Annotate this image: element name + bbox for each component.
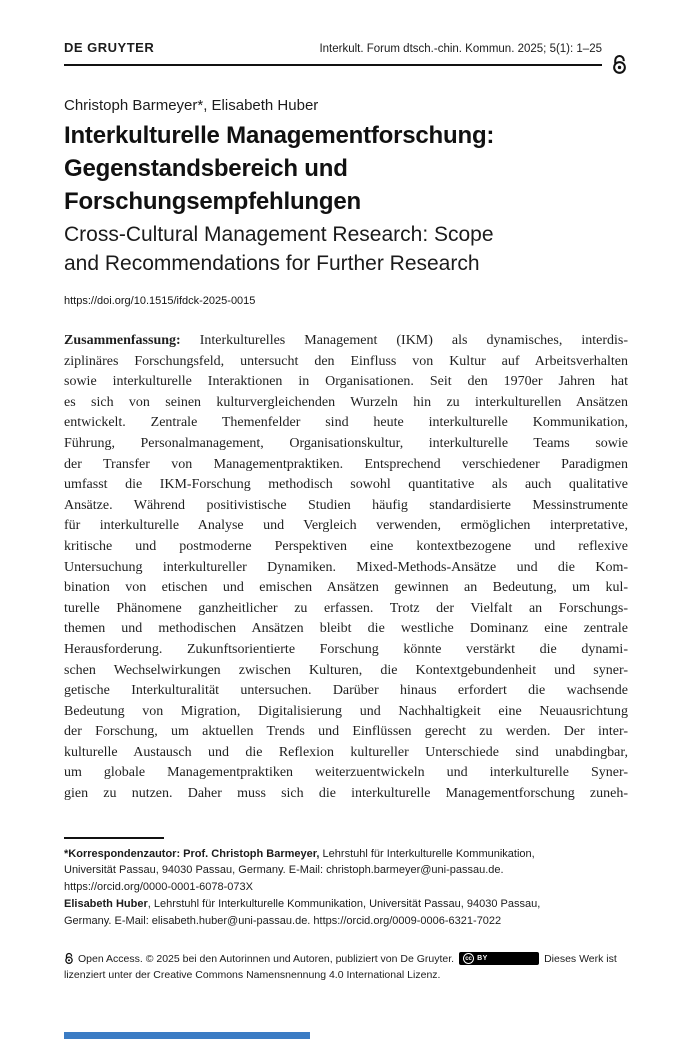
abstract-line: entwickelt. Zentrale Themenfelder sind heute interkulturelle Kommunikation, bbox=[64, 415, 628, 431]
abstract bbox=[64, 331, 628, 805]
abstract-line: ziplinäres Forschungsfeld, untersucht den Einfluss von Kultur auf Arbeitsverhalten bbox=[64, 353, 628, 369]
abstract-line: gien zu nutzen. Daher muss sich die interkulturelle Managementforschung zuneh- bbox=[64, 786, 628, 802]
footnote-line: Universität Passau, 94030 Passau, Germany. E-Mail: christoph.barmeyer@uni-passau.de. bbox=[64, 864, 504, 877]
bottom-blue-bar bbox=[64, 1032, 310, 1039]
footnote-line[interactable]: https://orcid.org/0000-0001-6078-073X bbox=[64, 881, 253, 894]
open-access-icon-small bbox=[64, 952, 74, 965]
title-line: Forschungsempfehlungen bbox=[64, 188, 361, 215]
license-text-pre: Open Access. © 2025 bei den Autorinnen und Autoren, publiziert von De Gruyter. bbox=[78, 952, 455, 965]
abstract-line: kritische und postmoderne Perspektiven eine kontextbezogene und reflexive bbox=[64, 538, 628, 554]
abstract-line: der Transfer von Managementpraktiken. Entsprechend verschiedener Paradigmen bbox=[64, 456, 628, 472]
abstract-line: getische Interkulturalität untersuchen. Darüber hinaus erfordert die wachsende bbox=[64, 683, 628, 699]
journal-citation: Interkult. Forum dtsch.-chin. Kommun. 2025; 5(1): 1–25 bbox=[319, 43, 602, 55]
publisher-logo-text: DE GRUYTER bbox=[64, 40, 155, 55]
abstract-line: sowie interkulturelle Interaktionen in Organisationen. Seit den 1970er Jahren hat bbox=[64, 374, 628, 390]
abstract-line: schen Wechselwirkungen zwischen Kulturen, die Kontextgebundenheit und syner- bbox=[64, 662, 628, 678]
abstract-line: um globale Managementpraktiken weiterzuentwickeln und interkulturelle Syner- bbox=[64, 765, 628, 781]
article-subtitle bbox=[64, 220, 628, 278]
article-title bbox=[64, 119, 628, 218]
footnote-line: Germany. E-Mail: elisabeth.huber@uni-passau.de. https://orcid.org/0009-0006-6321-7022 bbox=[64, 914, 502, 927]
title-line: Gegenstandsbereich und bbox=[64, 155, 348, 182]
abstract-line: Bedeutung von Migration, Digitalisierung und Nachhaltigkeit eine Neuausrichtung bbox=[64, 703, 628, 719]
subtitle-line: Cross-Cultural Management Research: Scope bbox=[64, 223, 494, 246]
cc-by-badge[interactable] bbox=[459, 952, 539, 965]
footnote-line: *Korrespondenzautor: Prof. Christoph Barmeyer, Lehrstuhl für Interkulturelle Kommunikation, bbox=[64, 847, 535, 860]
abstract-line: umfasst die IKM-Forschung methodisch sowohl quantitative als auch qualitative bbox=[64, 477, 628, 493]
abstract-line: bination von etischen und emischen Ansätzen gewinnen an Bedeutung, um kul- bbox=[64, 580, 628, 596]
title-line: Interkulturelle Managementforschung: bbox=[64, 122, 495, 149]
doi-link[interactable]: https://doi.org/10.1515/ifdck-2025-0015 bbox=[64, 295, 256, 307]
abstract-line: kulturelle Austausch und die Reflexion kultureller Unterschiede sind unabdingbar, bbox=[64, 744, 628, 760]
license-line-1 bbox=[64, 951, 628, 967]
abstract-line: der Forschung, um aktuellen Trends und Einflüssen gerecht zu werden. Der inter- bbox=[64, 724, 628, 740]
footnote-line: Elisabeth Huber, Lehrstuhl für Interkulturelle Kommunikation, Universität Passau, 94030 Passau, bbox=[64, 898, 541, 911]
abstract-line: Führung, Personalmanagement, Organisationskultur, interkulturelle Teams sowie bbox=[64, 435, 628, 451]
cc-by-label: BY bbox=[477, 954, 488, 962]
abstract-line: für interkulturelle Analyse und Vergleich verwenden, ermöglichen interpretative, bbox=[64, 518, 628, 534]
abstract-line: es sich von seinen kulturvergleichenden Wurzeln hin zu interkulturellen Ansätzen bbox=[64, 394, 628, 410]
subtitle-line: and Recommendations for Further Research bbox=[64, 252, 480, 275]
abstract-line: Zusammenfassung: Interkulturelles Management (IKM) als dynamisches, interdis- bbox=[64, 333, 628, 348]
masthead-rule bbox=[64, 40, 602, 66]
journal-masthead bbox=[64, 40, 628, 66]
abstract-line: Ansätze. Während positivistische Studien häufig standardisierte Messinstrumente bbox=[64, 497, 628, 513]
cc-icon: cc bbox=[463, 953, 474, 964]
open-access-icon bbox=[611, 54, 628, 75]
open-access-footer bbox=[64, 951, 628, 983]
correspondence-footnote bbox=[64, 846, 628, 930]
authors-line: Christoph Barmeyer*, Elisabeth Huber bbox=[64, 97, 319, 114]
footnote-rule bbox=[64, 837, 164, 839]
abstract-line: themen und methodischen Ansätzen bleibt die westliche Dominanz eine zentrale bbox=[64, 621, 628, 637]
abstract-line: Herausforderung. Zukunftsorientierte Forschung könnte verstärkt die dynami- bbox=[64, 641, 628, 657]
abstract-line: turelle Phänomene ganzheitlicher zu erfassen. Trotz der Vielfalt an Forschungs- bbox=[64, 600, 628, 616]
license-text-post: Dieses Werk ist bbox=[544, 952, 617, 965]
abstract-line: Untersuchung interkultureller Dynamiken. Mixed-Methods-Ansätze und die Kom- bbox=[64, 559, 628, 575]
license-line-2: lizenziert unter der Creative Commons Namensnennung 4.0 International Lizenz. bbox=[64, 968, 441, 981]
